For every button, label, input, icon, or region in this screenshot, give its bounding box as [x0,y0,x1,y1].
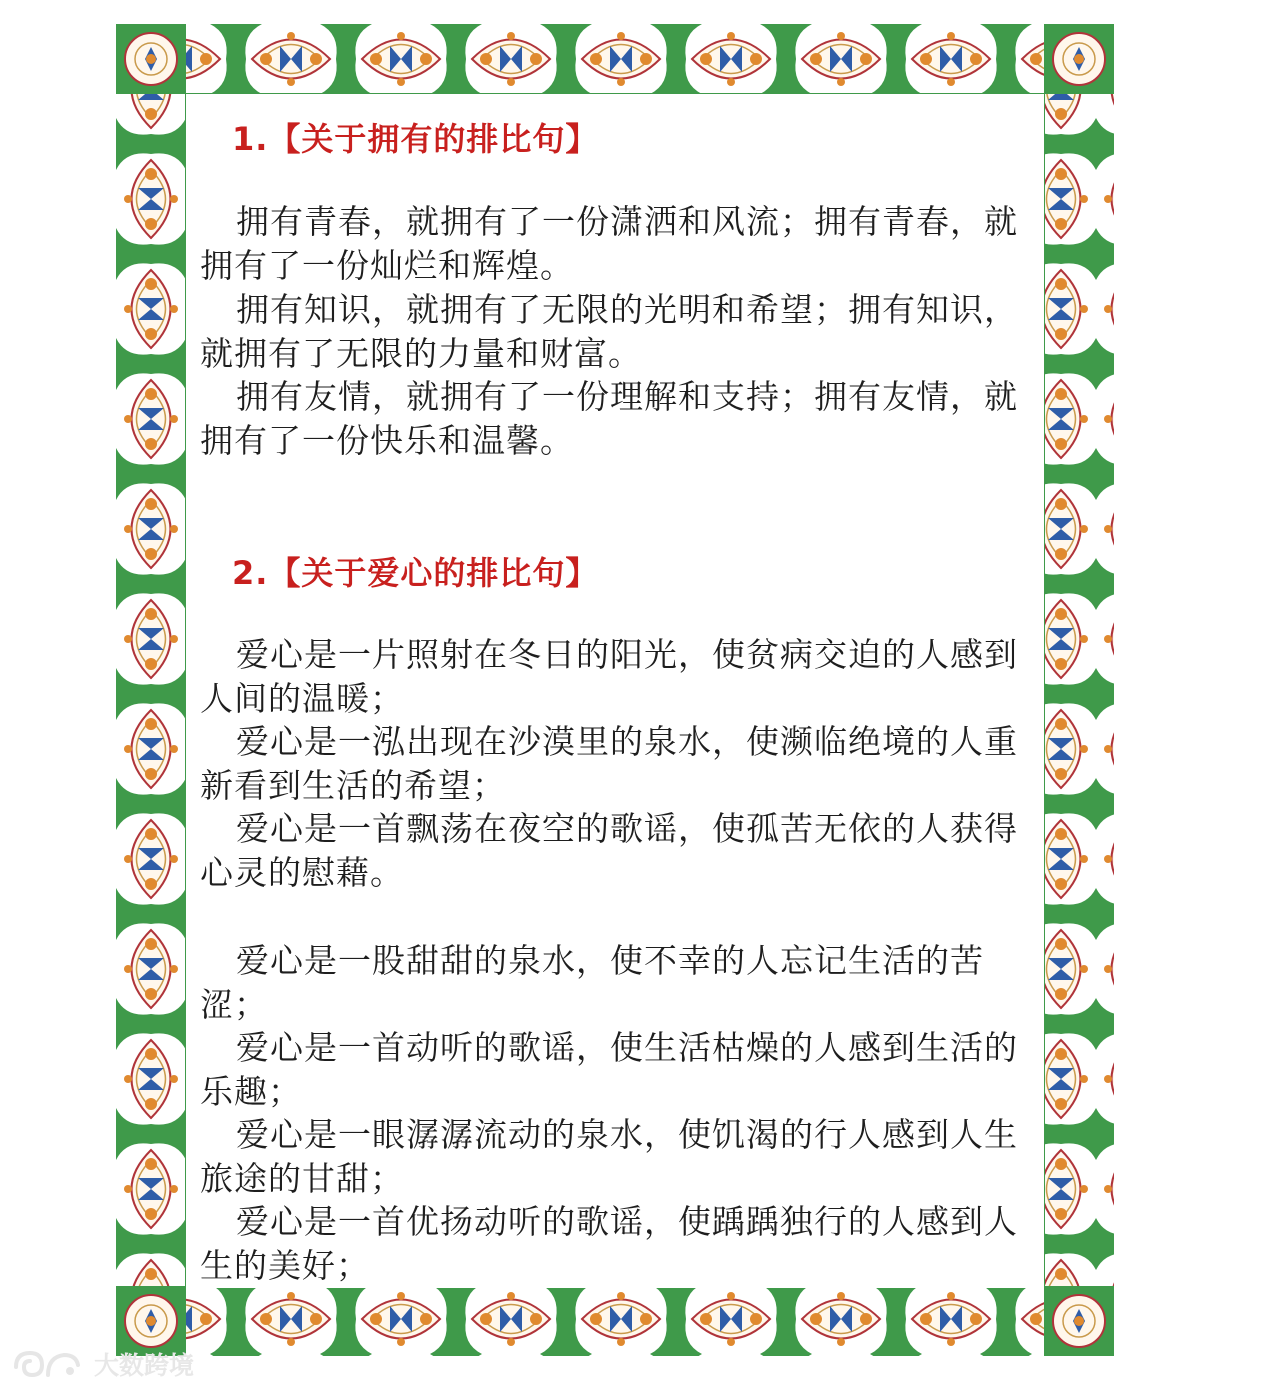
section-2-paragraph-3: 爱心是一首飘荡在夜空的歌谣，使孤苦无依的人获得心灵的慰藉。 [200,809,1018,892]
section-1-paragraph-2: 拥有知识，就拥有了无限的光明和希望；拥有知识，就拥有了无限的力量和财富。 [200,290,1018,373]
section-2-paragraph-5: 爱心是一首动听的歌谣，使生活枯燥的人感到生活的乐趣； [200,1028,1018,1111]
section-2-paragraph-6: 爱心是一眼潺潺流动的泉水，使饥渴的行人感到人生旅途的甘甜； [200,1115,1018,1198]
section-2-title: 2.【关于爱心的排比句】 [232,554,599,592]
watermark-text: 大数跨境 [94,1351,195,1380]
section-2-paragraph-4: 爱心是一股甜甜的泉水，使不幸的人忘记生活的苦涩； [200,941,984,1024]
section-2-paragraph-7: 爱心是一首优扬动听的歌谣，使踽踽独行的人感到人生的美好； [200,1202,1018,1285]
section-2-paragraph-1: 爱心是一片照射在冬日的阳光，使贫病交迫的人感到人间的温暖； [200,635,1018,718]
section-1-paragraph-3: 拥有友情，就拥有了一份理解和支持；拥有友情，就拥有了一份快乐和温馨。 [200,377,1018,460]
watermark [12,1344,194,1384]
section-1-paragraph-1: 拥有青春，就拥有了一份潇洒和风流；拥有青春，就拥有了一份灿烂和辉煌。 [200,202,1018,285]
swirl-logo-icon [12,1347,84,1381]
content-page [186,94,1044,1288]
section-1-title: 1.【关于拥有的排比句】 [232,120,599,158]
ornamental-frame [116,24,1114,1356]
section-2-paragraph-2: 爱心是一泓出现在沙漠里的泉水，使濒临绝境的人重新看到生活的希望； [200,722,1018,805]
